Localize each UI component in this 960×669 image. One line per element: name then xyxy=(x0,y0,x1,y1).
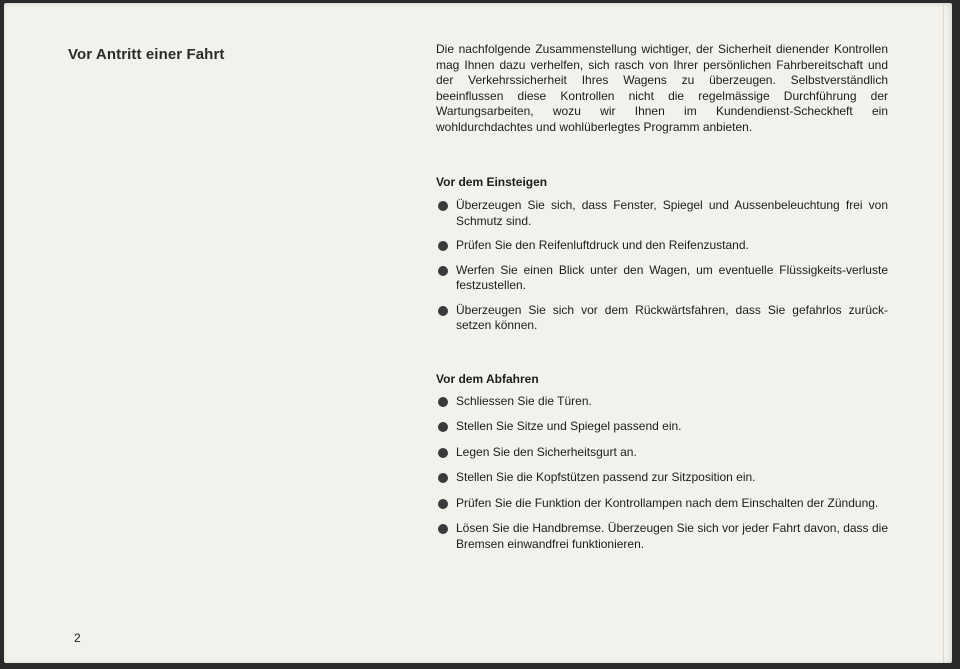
bullet-icon xyxy=(438,524,448,534)
checklist-item xyxy=(436,445,888,461)
checklist-item xyxy=(436,238,888,254)
checklist-item xyxy=(436,470,888,486)
checklist-item xyxy=(436,419,888,435)
checklist-item xyxy=(436,303,888,334)
checklist-item xyxy=(436,263,888,294)
checklist-title: Vor dem Einsteigen xyxy=(436,175,548,189)
manual-page xyxy=(4,3,952,663)
checklist-item-text: Lösen Sie die Handbremse. Überzeugen Sie sich vor jeder Fahrt davon, dass die Bremsen einwandfrei funktionieren. xyxy=(456,521,888,551)
checklist-item-text: Legen Sie den Sicherheitsgurt an. xyxy=(456,444,637,459)
page-content xyxy=(436,42,888,562)
checklist xyxy=(436,394,888,553)
bullet-icon xyxy=(438,448,448,458)
checklist-item-text: Schliessen Sie die Türen. xyxy=(456,393,592,408)
checklist-item xyxy=(436,198,888,229)
bullet-icon xyxy=(438,201,448,211)
bullet-icon xyxy=(438,241,448,251)
checklist-item-text: Prüfen Sie den Reifenluftdruck und den Reifenzustand. xyxy=(456,238,749,252)
checklist-item xyxy=(436,496,888,512)
checklist-item xyxy=(436,394,888,410)
page-number: 2 xyxy=(74,631,81,645)
bullet-icon xyxy=(438,266,448,276)
intro-paragraph: Die nachfolgende Zusammenstellung wichtiger, der Sicherheit dienender Kontrollen mag Ihnen dazu verhelfen, sich rasch von Ihrer persönlichen Fahrbereitschaft und der Verkehrssicherheit Ihres Wagens zu überzeugen. Selbstverständlich beeinflussen diese Kontrollen nicht die regelmässige Durchführung der Wartungsarbeiten, wozu wir Ihnen im Kundendienst-Scheckheft ein wohldurchdachtes und wohlüberlegtes Programm anbieten. xyxy=(436,42,888,134)
section-heading: Vor Antritt einer Fahrt xyxy=(68,46,225,63)
checklist-item-text: Überzeugen Sie sich, dass Fenster, Spiegel und Aussenbeleuchtung frei von Schmutz sind. xyxy=(456,198,888,228)
bullet-icon xyxy=(438,473,448,483)
checklist-before-driving-off xyxy=(436,372,888,553)
checklist-item xyxy=(436,521,888,552)
page-edge-line xyxy=(943,3,944,663)
checklist xyxy=(436,198,888,334)
checklist-title: Vor dem Abfahren xyxy=(436,371,539,386)
checklist-before-entering xyxy=(436,175,888,334)
checklist-item-text: Überzeugen Sie sich vor dem Rückwärtsfahren, dass Sie gefahrlos zurück-setzen können. xyxy=(456,302,888,332)
checklist-item-text: Werfen Sie einen Blick unter den Wagen, um eventuelle Flüssigkeits-verluste festzustellen. xyxy=(456,262,888,292)
checklist-item-text: Prüfen Sie die Funktion der Kontrollampen nach dem Einschalten der Zündung. xyxy=(456,495,879,510)
bullet-icon xyxy=(438,422,448,432)
bullet-icon xyxy=(438,397,448,407)
checklist-item-text: Stellen Sie Sitze und Spiegel passend ein. xyxy=(456,419,682,433)
bullet-icon xyxy=(438,306,448,316)
bullet-icon xyxy=(438,499,448,509)
checklist-item-text: Stellen Sie die Kopfstützen passend zur Sitzposition ein. xyxy=(456,470,756,484)
